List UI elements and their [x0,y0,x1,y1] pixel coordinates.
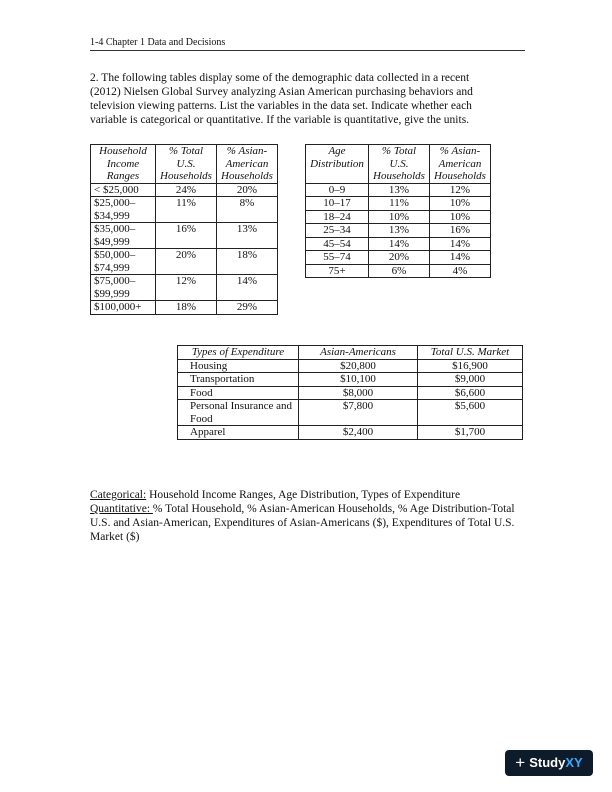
income-header-total: % Total U.S. Households [156,145,217,184]
expenditure-row-cell: Food [178,386,299,400]
age-table-header-row [306,145,491,184]
expenditure-header-asian: Asian-Americans [299,346,418,360]
income-row-cell: $75,000–$99,999 [91,275,156,301]
age-row-cell: 13% [369,183,430,197]
expenditure-row [178,400,523,426]
age-row-cell: 55–74 [306,251,369,265]
income-row-cell: 29% [217,301,278,315]
age-row-cell: 20% [369,251,430,265]
quantitative-answer [90,502,520,544]
income-row-cell: 24% [156,183,217,197]
income-row [91,275,278,301]
income-row [91,249,278,275]
income-row [91,223,278,249]
income-row-cell: 8% [217,197,278,223]
income-header-asian: % Asian-American Households [217,145,278,184]
expenditure-row-cell: $2,400 [299,426,418,440]
expenditure-row-cell: Apparel [178,426,299,440]
quantitative-label: Quantitative: [90,503,153,515]
expenditure-row-cell: Transportation [178,373,299,387]
age-row [306,183,491,197]
expenditure-row [178,426,523,440]
income-row-cell: 13% [217,223,278,249]
expenditure-row-cell: $5,600 [418,400,523,426]
income-row-cell: 12% [156,275,217,301]
age-header-distribution: Age Distribution [306,145,369,184]
income-row-cell: 18% [217,249,278,275]
income-row-cell: 18% [156,301,217,315]
expenditure-row [178,386,523,400]
expenditure-row-cell: $16,900 [418,359,523,373]
income-table-header-row [91,145,278,184]
age-header-asian: % Asian-American Households [430,145,491,184]
income-row [91,301,278,315]
income-header-range: Household Income Ranges [91,145,156,184]
age-row-cell: 4% [430,264,491,278]
expenditure-row-cell: $8,000 [299,386,418,400]
income-row [91,183,278,197]
expenditure-row [178,373,523,387]
quantitative-text: % Total Household, % Asian-American Households, % Age Distribution-Total U.S. and Asian-American, Expenditures of Asian-Americans ($), Expenditures of Total U.S. Market ($) [90,503,515,543]
income-row-cell: $25,000–$34,999 [91,197,156,223]
age-row [306,251,491,265]
logo-text [529,750,582,776]
expenditure-table [177,345,523,440]
age-row-cell: 14% [430,237,491,251]
income-table-body [91,183,278,314]
age-row-cell: 10% [430,210,491,224]
income-row-cell: 20% [156,249,217,275]
expenditure-row-cell: Housing [178,359,299,373]
income-row [91,197,278,223]
income-row-cell: $100,000+ [91,301,156,315]
expenditure-header-type: Types of Expenditure [178,346,299,360]
age-row-cell: 11% [369,197,430,211]
expenditure-row-cell: $1,700 [418,426,523,440]
expenditure-row-cell: $20,800 [299,359,418,373]
expenditure-table-header-row [178,346,523,360]
age-row-cell: 25–34 [306,224,369,238]
answers [90,488,520,544]
logo-brand-b: XY [565,755,583,770]
logo-brand-a: Study [529,755,566,770]
age-row-cell: 13% [369,224,430,238]
age-row-cell: 6% [369,264,430,278]
age-row [306,224,491,238]
age-row-cell: 10% [369,210,430,224]
age-row-cell: 12% [430,183,491,197]
expenditure-row-cell: $9,000 [418,373,523,387]
income-row-cell: 16% [156,223,217,249]
age-row-cell: 16% [430,224,491,238]
income-row-cell: 20% [217,183,278,197]
expenditure-row-cell: $7,800 [299,400,418,426]
expenditure-header-total: Total U.S. Market [418,346,523,360]
age-table [305,144,491,278]
age-row-cell: 10% [430,197,491,211]
income-row-cell: 14% [217,275,278,301]
plus-icon: + [515,753,526,772]
studyxy-logo[interactable] [505,750,593,776]
categorical-answer [90,488,520,502]
question-text: 2. The following tables display some of the demographic data collected in a recent (2012) Nielsen Global Survey analyzing Asian American purchasing behaviors and television viewing patterns. List the variables in the data set. Indicate whether each variable is categorical or quantitative. If the variable is quantitative, give the units. [90,72,473,126]
income-table [90,144,278,315]
age-row-cell: 75+ [306,264,369,278]
age-table-body [306,183,491,278]
age-row [306,264,491,278]
age-row-cell: 10–17 [306,197,369,211]
expenditure-row-cell: $10,100 [299,373,418,387]
age-row-cell: 45–54 [306,237,369,251]
expenditure-table-body [178,359,523,439]
categorical-text: Household Income Ranges, Age Distribution, Types of Expenditure [146,489,461,501]
age-row-cell: 14% [369,237,430,251]
age-row-cell: 0–9 [306,183,369,197]
age-row [306,210,491,224]
income-row-cell: $35,000–$49,999 [91,223,156,249]
age-row [306,197,491,211]
income-row-cell: 11% [156,197,217,223]
expenditure-row [178,359,523,373]
income-row-cell: $50,000–$74,999 [91,249,156,275]
income-row-cell: < $25,000 [91,183,156,197]
categorical-label: Categorical: [90,489,147,501]
age-row-cell: 18–24 [306,210,369,224]
expenditure-row-cell: Personal Insurance and Food [178,400,299,426]
age-row-cell: 14% [430,251,491,265]
age-header-total: % Total U.S. Households [369,145,430,184]
page-header: 1-4 Chapter 1 Data and Decisions [90,37,525,51]
expenditure-row-cell: $6,600 [418,386,523,400]
age-row [306,237,491,251]
